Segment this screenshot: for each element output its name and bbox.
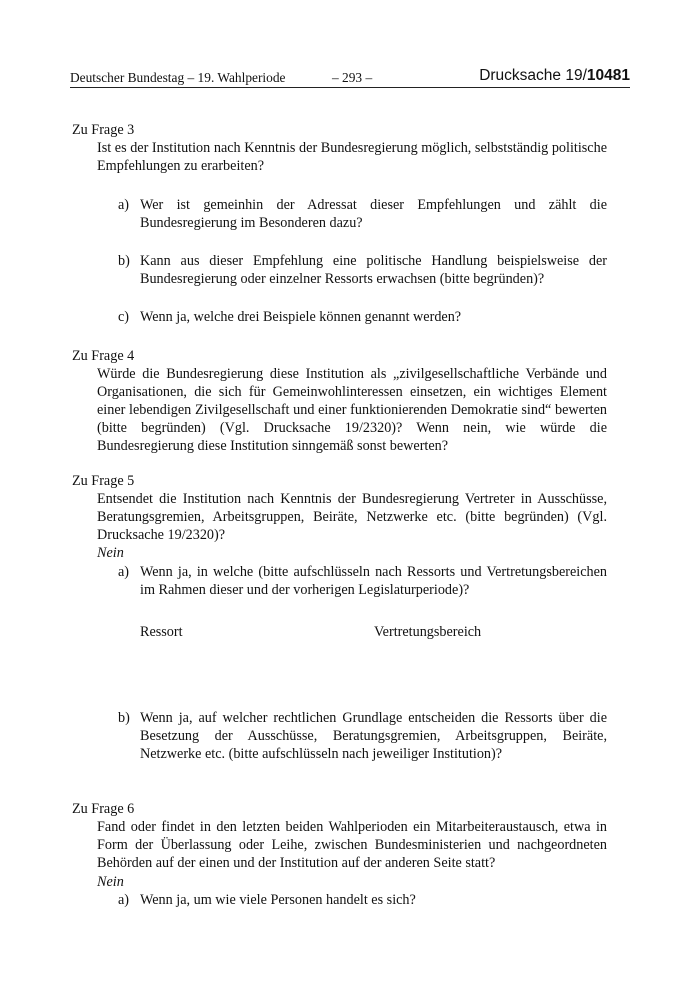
question-text-q6: Fand oder findet in den letzten beiden Wahlperioden ein Mitarbeiteraustausch, etwa in Form der Überlassung oder Leihe, zwischen Bundesministerien und nachgeordneten Behörden auf der einen und der Institution auf der anderen Seite statt? [97, 819, 607, 871]
table-header-ressort: Ressort [140, 624, 183, 640]
list-item-q6-a [118, 891, 607, 909]
answer-q6: Nein [97, 874, 124, 890]
document-number-prefix: Drucksache 19/ [479, 67, 587, 84]
section-heading-q4: Zu Frage 4 [72, 348, 135, 364]
item-text: Wenn ja, welche drei Beispiele können genannt werden? [140, 309, 462, 325]
item-text: Kann aus dieser Empfehlung eine politische Handlung beispielsweise der Bundesregierung oder einzelner Ressorts erwachsen (bitte begründen)? [140, 253, 607, 287]
list-item-q3-c [118, 308, 607, 326]
question-text-q4: Würde die Bundesregierung diese Institution als „zivilgesellschaftliche Verbände und Organisationen, die sich für Gemeinwohlinteressen einsetzen, ein wichtiges Element einer lebendigen Zivilgesellschaft und einer funktionierenden Demokratie sind“ bewerten (bitte begründen) (Vgl. Drucksache 19/2320)? Wenn nein, wie würde die Bundesregierung diese Institution sinngemäß sonst bewerten? [97, 366, 607, 454]
list-item-q5-b [118, 709, 607, 763]
section-heading-q5: Zu Frage 5 [72, 473, 135, 489]
document-number-value: 10481 [586, 67, 630, 84]
table-header-vertretungsbereich: Vertretungsbereich [374, 624, 482, 640]
answer-q5: Nein [97, 545, 124, 561]
section-heading-q6: Zu Frage 6 [72, 801, 135, 817]
question-text-q3: Ist es der Institution nach Kenntnis der Bundesregierung möglich, selbstständig politische Empfehlungen zu erarbeiten? [97, 140, 607, 174]
page-number: – 293 – [332, 70, 373, 85]
item-text: Wenn ja, auf welcher rechtlichen Grundlage entscheiden die Ressorts über die Besetzung der Ausschüsse, Beratungsgremien, Arbeitsgruppen, Beiräte, Netzwerke etc. (bitte aufschlüsseln nach jeweiliger Institution)? [140, 710, 607, 762]
item-text: Wer ist gemeinhin der Adressat dieser Empfehlungen und zählt die Bundesregierung im Besonderen dazu? [140, 197, 607, 231]
list-item-q5-a [118, 563, 607, 599]
item-text: Wenn ja, in welche (bitte aufschlüsseln nach Ressorts und Vertretungsbereichen im Rahmen dieser und der vorherigen Legislaturperiode)? [140, 564, 607, 598]
section-heading-q3: Zu Frage 3 [72, 122, 135, 138]
item-label: a) [118, 892, 130, 908]
item-label: b) [118, 710, 130, 726]
item-label: b) [118, 253, 130, 269]
item-label: a) [118, 197, 130, 213]
list-item-q3-b [118, 252, 607, 288]
header-rule [70, 87, 630, 88]
item-label: c) [118, 309, 130, 325]
item-label: a) [118, 564, 130, 580]
question-text-q5: Entsendet die Institution nach Kenntnis der Bundesregierung Vertreter in Ausschüsse, Beratungsgremien, Arbeitsgruppen, Beiräte, Netzwerke etc. (bitte begründen) (Vgl. Drucksache 19/2320)? [97, 491, 607, 543]
item-text: Wenn ja, um wie viele Personen handelt es sich? [140, 892, 416, 908]
list-item-q3-a [118, 196, 607, 232]
document-number [479, 67, 630, 85]
header-publication: Deutscher Bundestag – 19. Wahlperiode [70, 70, 286, 85]
page-header [70, 68, 630, 88]
